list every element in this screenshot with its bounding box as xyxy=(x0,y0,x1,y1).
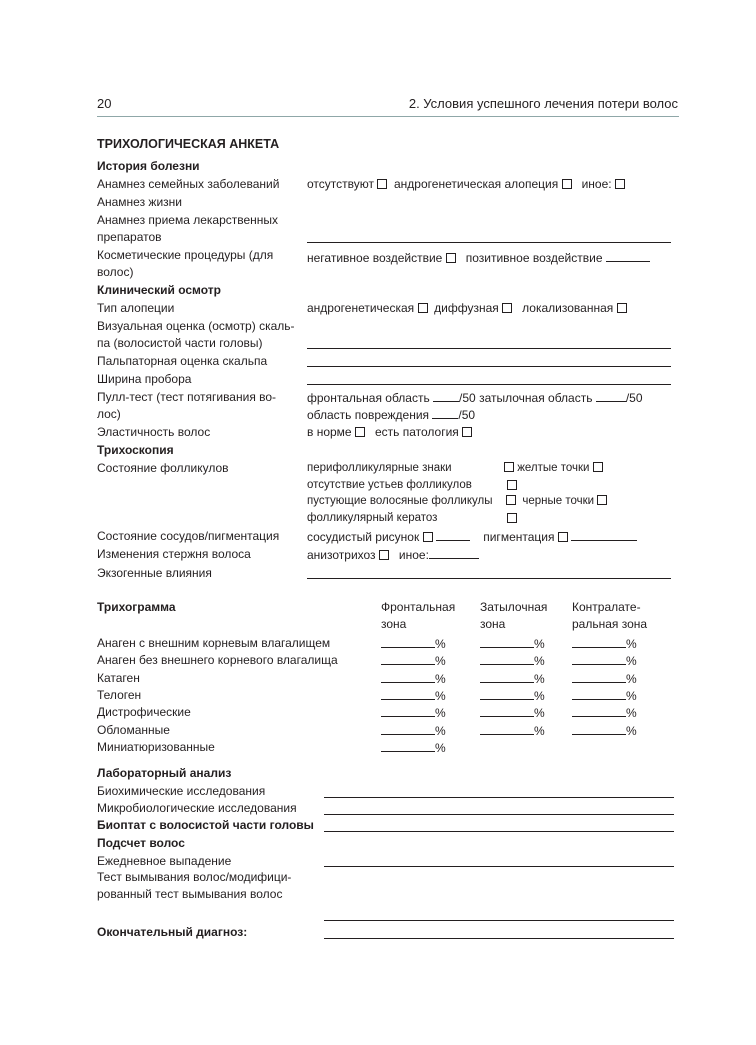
checkbox[interactable] xyxy=(597,495,607,505)
percent-sign: % xyxy=(626,724,637,738)
percent-sign: % xyxy=(626,654,637,668)
option-label: негативное воздействие xyxy=(307,251,443,265)
trichogram-percent-field[interactable] xyxy=(480,723,545,739)
chapter-title: 2. Условия успешного лечения потери волос xyxy=(408,96,678,111)
label-elasticity: Эластичность волос xyxy=(97,425,211,439)
trichogram-percent-field[interactable] xyxy=(572,688,637,704)
checkbox[interactable] xyxy=(446,253,456,263)
family-options xyxy=(307,177,625,192)
trichogram-percent-field[interactable] xyxy=(480,688,545,704)
trichogram-percent-field[interactable] xyxy=(381,671,446,687)
label-drug-history-cont: препаратов xyxy=(97,230,162,244)
section-trichoscopy: Трихоскопия xyxy=(97,443,174,457)
checkbox[interactable] xyxy=(506,495,516,505)
percent-blank[interactable] xyxy=(381,740,435,752)
option-label: анизотрихоз xyxy=(307,548,376,562)
percent-blank[interactable] xyxy=(480,636,534,648)
label-daily-loss: Ежедневное выпадение xyxy=(97,854,232,868)
percent-sign: % xyxy=(626,672,637,686)
trichogram-percent-field[interactable] xyxy=(381,636,446,652)
checkbox[interactable] xyxy=(504,462,514,472)
percent-blank[interactable] xyxy=(480,705,534,717)
part-width-field[interactable] xyxy=(307,384,671,385)
pull-occipital-label: затылочная область xyxy=(479,391,593,405)
percent-sign: % xyxy=(534,672,545,686)
checkbox[interactable] xyxy=(507,513,517,523)
trichogram-percent-field[interactable] xyxy=(480,671,545,687)
percent-blank[interactable] xyxy=(480,671,534,683)
pull-front-label: фронтальная область xyxy=(307,391,430,405)
checkbox[interactable] xyxy=(355,427,365,437)
page-number: 20 xyxy=(97,96,112,111)
alopecia-options xyxy=(307,301,627,316)
trichogram-row-label: Анаген с внешним корневым влагалищем xyxy=(97,636,331,650)
percent-sign: % xyxy=(435,672,446,686)
pigmentation-blank[interactable] xyxy=(571,529,637,541)
trichogram-percent-field[interactable] xyxy=(381,688,446,704)
percent-sign: % xyxy=(534,706,545,720)
section-history: История болезни xyxy=(97,159,200,173)
follicle-f3-option xyxy=(507,478,517,493)
trichogram-percent-field[interactable] xyxy=(572,705,637,721)
follicle-f1: перифолликулярные знаки xyxy=(307,462,452,474)
pull-occipital-suffix: /50 xyxy=(625,391,643,405)
header-rule xyxy=(97,116,679,117)
trichogram-row-label: Анаген без внешнего корневого влагалища xyxy=(97,653,338,667)
col-occipital: Затылочная xyxy=(480,600,548,614)
trichogram-row-label: Катаген xyxy=(97,671,140,685)
drug-history-field[interactable] xyxy=(307,242,671,243)
option-label: диффузная xyxy=(434,301,499,315)
percent-sign: % xyxy=(435,724,446,738)
percent-sign: % xyxy=(534,654,545,668)
cosmetic-blank-field[interactable] xyxy=(606,250,650,262)
option-label: андрогенетическая xyxy=(307,301,415,315)
percent-blank[interactable] xyxy=(381,653,435,665)
trichogram-percent-field[interactable] xyxy=(480,705,545,721)
label-exogenous: Экзогенные влияния xyxy=(97,566,212,580)
checkbox[interactable] xyxy=(562,179,572,189)
percent-blank[interactable] xyxy=(572,636,626,648)
option-label: позитивное воздействие xyxy=(465,251,603,265)
col-occipital-cont: зона xyxy=(480,617,506,631)
pull-test-row2 xyxy=(307,407,475,423)
shaft-options xyxy=(307,547,479,563)
percent-sign: % xyxy=(435,689,446,703)
checkbox[interactable] xyxy=(558,532,568,542)
label-follicles: Состояние фолликулов xyxy=(97,461,229,475)
label-visual-exam-cont: па (волосистой части головы) xyxy=(97,336,263,350)
section-hair-count: Подсчет волос xyxy=(97,836,185,850)
option-label: сосудистый рисунок xyxy=(307,530,420,544)
visual-exam-field[interactable] xyxy=(307,348,671,349)
trichogram-percent-field[interactable] xyxy=(381,740,446,756)
pull-damage-label: область повреждения xyxy=(307,408,430,422)
col-frontal: Фронтальная xyxy=(381,600,456,614)
trichogram-percent-field[interactable] xyxy=(480,636,545,652)
trichogram-row-label: Дистрофические xyxy=(97,705,191,719)
checkbox[interactable] xyxy=(617,303,627,313)
option-label: есть патология xyxy=(374,425,459,439)
option-label: иное: xyxy=(581,177,612,191)
percent-sign: % xyxy=(626,706,637,720)
percent-sign: % xyxy=(534,724,545,738)
percent-blank[interactable] xyxy=(480,688,534,700)
option-label: черные точки xyxy=(522,495,595,507)
label-shaft: Изменения стержня волоса xyxy=(97,547,251,561)
label-biochem: Биохимические исследования xyxy=(97,784,266,798)
label-family-history: Анамнез семейных заболеваний xyxy=(97,177,280,191)
label-biopsy: Биоптат с волосистой части головы xyxy=(97,818,314,832)
label-cosmetic-cont: волос) xyxy=(97,265,134,279)
percent-blank[interactable] xyxy=(381,636,435,648)
vessels-options xyxy=(307,529,637,545)
follicle-f5-option xyxy=(506,494,607,509)
checkbox[interactable] xyxy=(377,179,387,189)
percent-sign: % xyxy=(626,689,637,703)
pull-occipital-field[interactable] xyxy=(596,390,626,402)
percent-blank[interactable] xyxy=(381,705,435,717)
percent-sign: % xyxy=(626,637,637,651)
percent-blank[interactable] xyxy=(572,653,626,665)
label-wash-test-cont: рованный тест вымывания волос xyxy=(97,887,283,901)
option-label: локализованная xyxy=(522,301,614,315)
trichogram-percent-field[interactable] xyxy=(381,705,446,721)
trichogram-row-label: Миниатюризованные xyxy=(97,740,215,754)
section-lab: Лабораторный анализ xyxy=(97,766,232,780)
section-trichogram: Трихограмма xyxy=(97,600,176,614)
option-label: пигментация xyxy=(483,530,555,544)
shaft-other-field[interactable] xyxy=(429,547,479,559)
trichogram-percent-field[interactable] xyxy=(480,653,545,669)
option-label: отсутствуют xyxy=(307,177,374,191)
percent-blank[interactable] xyxy=(572,671,626,683)
micro-field[interactable] xyxy=(324,814,674,815)
label-life-history: Анамнез жизни xyxy=(97,195,182,209)
percent-blank[interactable] xyxy=(572,688,626,700)
checkbox[interactable] xyxy=(423,532,433,542)
percent-blank[interactable] xyxy=(480,653,534,665)
elasticity-options xyxy=(307,425,472,440)
trichogram-percent-field[interactable] xyxy=(381,723,446,739)
percent-blank[interactable] xyxy=(381,723,435,735)
label-wash-test: Тест вымывания волос/модифици- xyxy=(97,870,292,884)
wash-test-field[interactable] xyxy=(324,920,674,921)
section-exam: Клинический осмотр xyxy=(97,283,222,297)
follicle-f4: пустующие волосяные фолликулы xyxy=(307,495,493,507)
label-pull-test-cont: лос) xyxy=(97,407,121,421)
label-cosmetic: Косметические процедуры (для xyxy=(97,248,274,262)
percent-sign: % xyxy=(435,741,446,755)
trichogram-row-label: Обломанные xyxy=(97,723,170,737)
percent-blank[interactable] xyxy=(480,723,534,735)
checkbox[interactable] xyxy=(615,179,625,189)
label-visual-exam: Визуальная оценка (осмотр) скаль- xyxy=(97,319,295,333)
trichogram-percent-field[interactable] xyxy=(572,723,637,739)
percent-sign: % xyxy=(435,654,446,668)
trichogram-percent-field[interactable] xyxy=(572,653,637,669)
vessels-blank[interactable] xyxy=(436,529,470,541)
trichogram-percent-field[interactable] xyxy=(381,653,446,669)
col-contralateral: Контралате- xyxy=(572,600,641,614)
follicle-f3: отсутствие устьев фолликулов xyxy=(307,479,472,491)
label-vessels: Состояние сосудов/пигментация xyxy=(97,529,280,543)
trichogram-percent-field[interactable] xyxy=(572,671,637,687)
checkbox[interactable] xyxy=(418,303,428,313)
checkbox[interactable] xyxy=(502,303,512,313)
final-diagnosis-field[interactable] xyxy=(324,938,674,939)
pull-damage-suffix: /50 xyxy=(458,408,476,422)
pull-test-row1 xyxy=(307,390,643,406)
follicle-f6: фолликулярный кератоз xyxy=(307,512,438,524)
percent-blank[interactable] xyxy=(572,705,626,717)
col-contralateral-cont: ральная зона xyxy=(572,617,648,631)
percent-blank[interactable] xyxy=(572,723,626,735)
form-title: ТРИХОЛОГИЧЕСКАЯ АНКЕТА xyxy=(97,137,280,151)
option-label: в норме xyxy=(307,425,352,439)
checkbox[interactable] xyxy=(379,550,389,560)
percent-blank[interactable] xyxy=(381,671,435,683)
follicle-f6-option xyxy=(507,511,517,526)
label-part-width: Ширина пробора xyxy=(97,372,192,386)
percent-sign: % xyxy=(534,637,545,651)
checkbox[interactable] xyxy=(462,427,472,437)
label-palpation: Пальпаторная оценка скальпа xyxy=(97,354,268,368)
option-label: желтые точки xyxy=(517,462,590,474)
biopsy-field[interactable] xyxy=(324,831,674,832)
percent-sign: % xyxy=(435,706,446,720)
label-final-diagnosis: Окончательный диагноз: xyxy=(97,925,248,939)
biochem-field[interactable] xyxy=(324,797,674,798)
percent-blank[interactable] xyxy=(381,688,435,700)
pull-front-field[interactable] xyxy=(433,390,459,402)
cosmetic-options xyxy=(307,250,650,266)
pull-damage-field[interactable] xyxy=(432,407,458,419)
label-alopecia-type: Тип алопеции xyxy=(97,301,175,315)
label-micro: Микробиологические исследования xyxy=(97,801,297,815)
palpation-field[interactable] xyxy=(307,366,671,367)
option-label: иное: xyxy=(398,548,429,562)
percent-sign: % xyxy=(435,637,446,651)
col-frontal-cont: зона xyxy=(381,617,407,631)
follicle-f2-option xyxy=(504,461,603,476)
label-drug-history: Анамнез приема лекарственных xyxy=(97,213,279,227)
pull-front-suffix: /50 xyxy=(459,391,476,405)
checkbox[interactable] xyxy=(507,480,517,490)
label-pull-test: Пулл-тест (тест потягивания во- xyxy=(97,390,277,404)
exogenous-field[interactable] xyxy=(307,578,671,579)
percent-sign: % xyxy=(534,689,545,703)
trichogram-row-label: Телоген xyxy=(97,688,142,702)
daily-loss-field[interactable] xyxy=(324,866,674,867)
trichogram-percent-field[interactable] xyxy=(572,636,637,652)
option-label: андрогенетическая алопеция xyxy=(394,177,559,191)
checkbox[interactable] xyxy=(593,462,603,472)
